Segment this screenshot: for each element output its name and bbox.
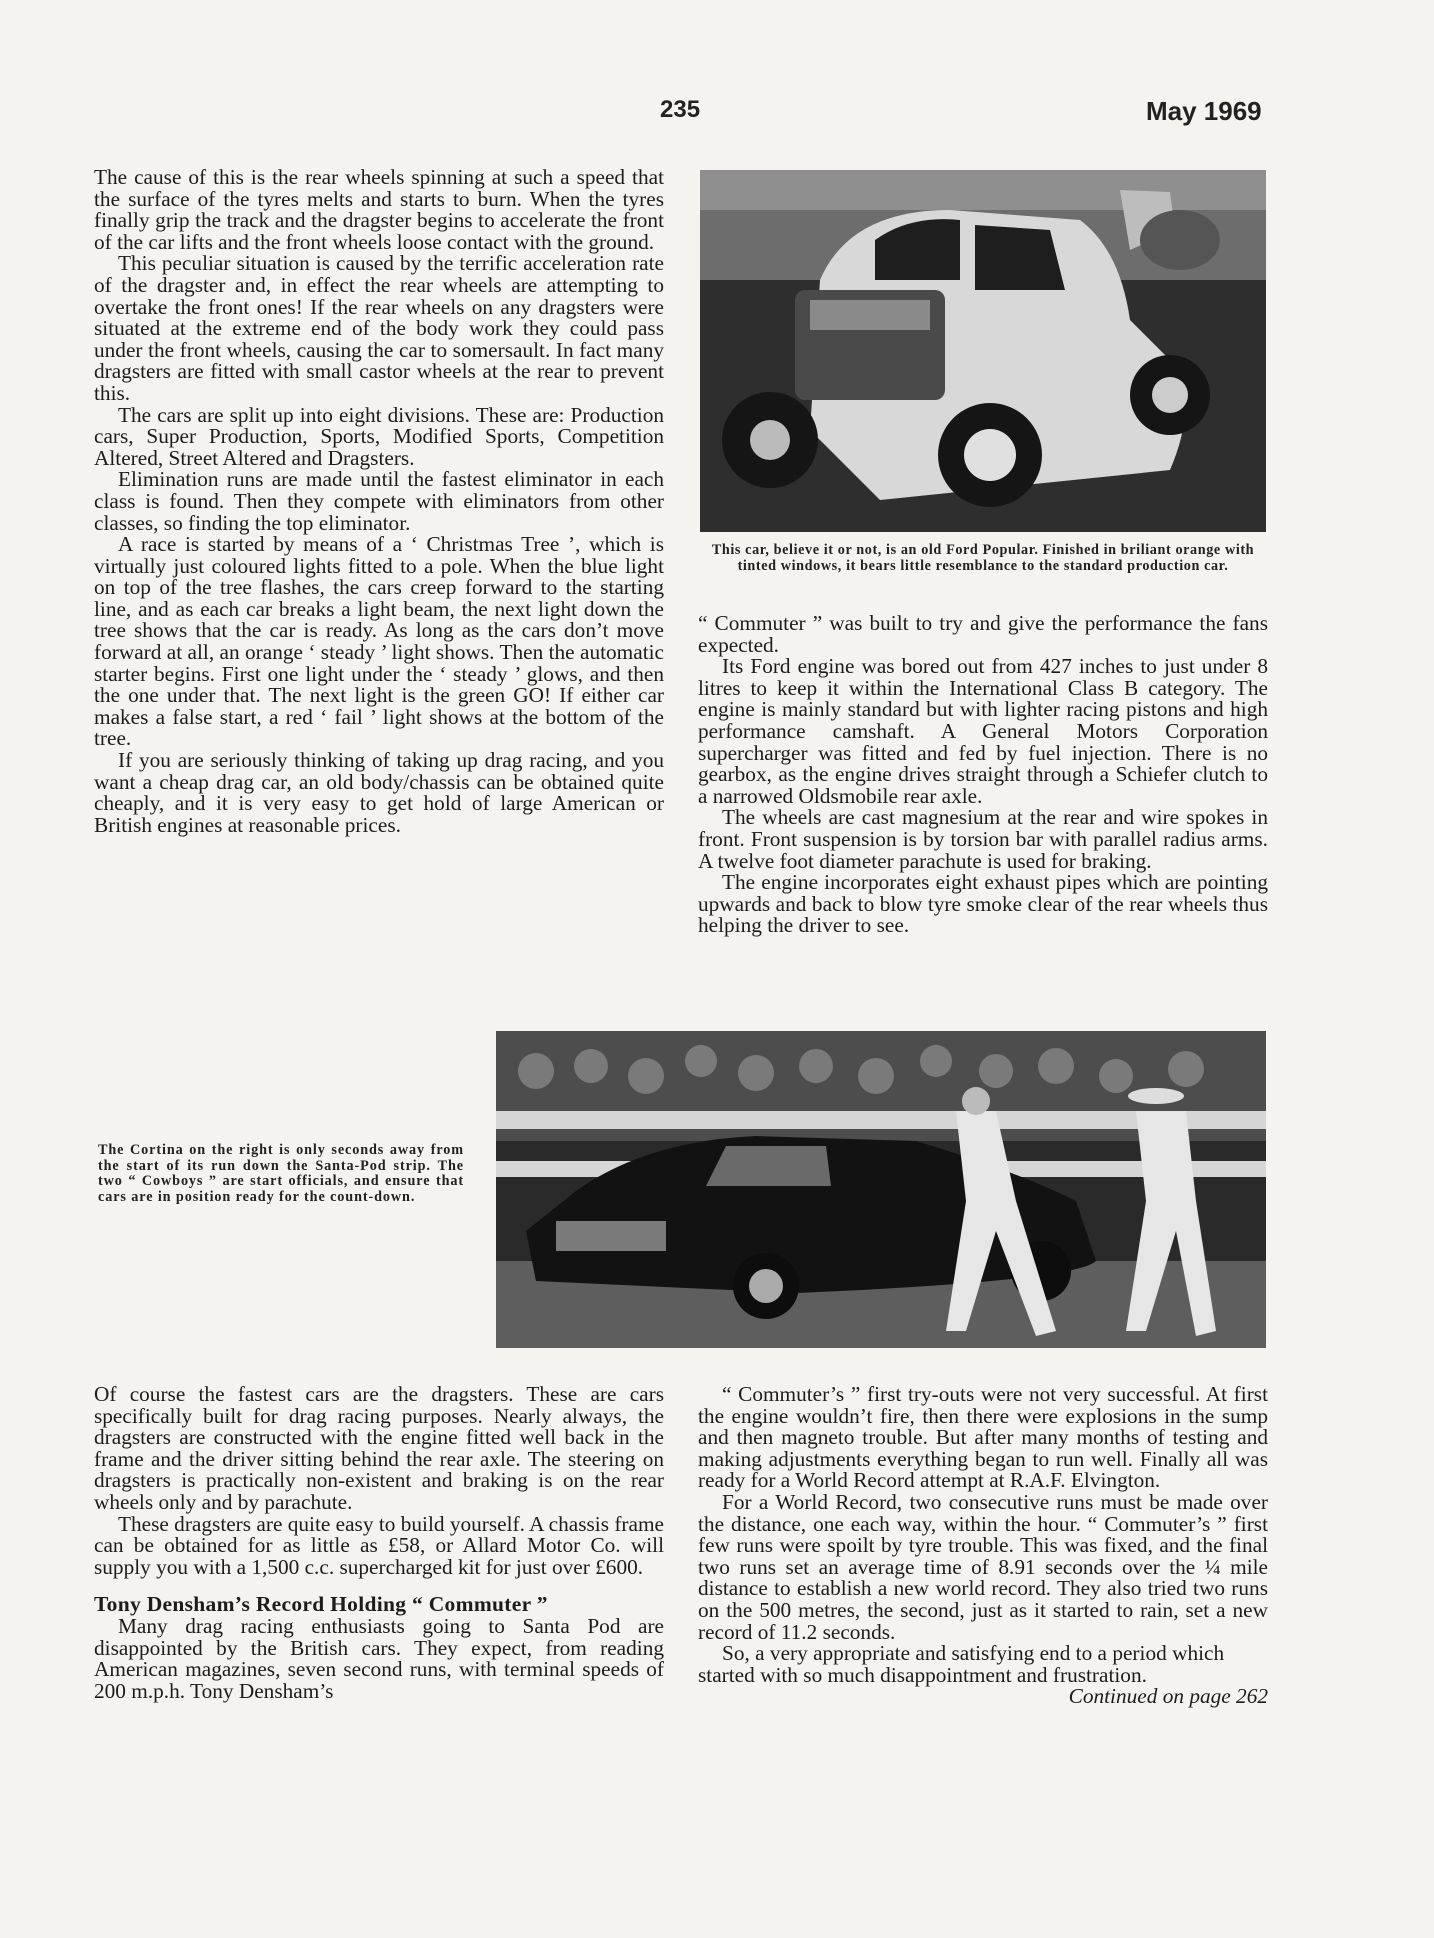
paragraph: A race is started by means of a ‘ Christmas Tree ’, which is virtually just coloured lights fitted to a pole. When the blue light on top of the tree flashes, the cars creep forward to the starting line, and as each car breaks a light beam, the next light down the tree shows that the car is ready. As long as the cars don’t move forward at all, an orange ‘ steady ’ light shows. Then the automatic starter begins. First one light under the ‘ steady ’ glows, and then the one under that. The next light is the green GO! If either car makes a false start, a red ‘ fail ’ light shows at the bottom of the tree. bbox=[94, 532, 664, 751]
paragraph: The wheels are cast magnesium at the rear and wire spokes in front. Front suspension is by torsion bar with parallel radius arms. A twelve foot diameter parachute is used for braking. bbox=[698, 805, 1268, 873]
paragraph: The cars are split up into eight divisions. These are: Production cars, Super Production, Sports, Modified Sports, Competition Altered, Street Altered and Dragsters. bbox=[94, 402, 664, 470]
paragraph bbox=[698, 1641, 1268, 1709]
paragraph: The cause of this is the rear wheels spinning at such a speed that the surface of the tyres melts and starts to burn. When the tyres finally grip the track and the dragster begins to accelerate the front of the car lifts and the front wheels loose contact with the ground. bbox=[94, 165, 664, 254]
top-photo-caption: This car, believe it or not, is an old Ford Popular. Finished in briliant orange with tinted windows, it bears little resemblance to the standard production car. bbox=[711, 542, 1255, 574]
paragraph: Of course the fastest cars are the dragsters. These are cars specifically built for drag racing purposes. Nearly always, the dragsters are constructed with the engine fitted well back in the frame and the driver sitting behind the rear axle. The steering on dragsters is practically non-existent and braking is on the rear wheels only and by parachute. bbox=[94, 1382, 664, 1514]
paragraph: These dragsters are quite easy to build yourself. A chassis frame can be obtained for as little as £58, or Allard Motor Co. will supply you with a 1,500 c.c. supercharged kit for just over £600. bbox=[94, 1511, 664, 1579]
continued-link[interactable]: Continued on page 262 bbox=[1068, 1684, 1268, 1709]
left-column-top bbox=[94, 167, 664, 836]
paragraph: If you are seriously thinking of taking up drag racing, and you want a cheap drag car, an old body/chassis can be obtained quite cheaply, and it is very easy to get hold of large American or British engines at reasonable prices. bbox=[94, 748, 664, 837]
right-column-top bbox=[698, 613, 1268, 937]
left-column-bottom bbox=[94, 1384, 664, 1702]
paragraph: Elimination runs are made until the fastest eliminator in each class is found. Then they compete with eliminators from other classes, so finding the top eliminator. bbox=[94, 467, 664, 535]
page-number: 235 bbox=[660, 96, 701, 123]
issue-date: May 1969 bbox=[1146, 96, 1262, 126]
ford-popular-photo bbox=[700, 170, 1266, 532]
paragraph: “ Commuter ” was built to try and give the performance the fans expected. bbox=[698, 611, 1268, 657]
section-heading: Tony Densham’s Record Holding “ Commuter ” bbox=[94, 1592, 548, 1617]
paragraph: Its Ford engine was bored out from 427 inches to just under 8 litres to keep it within the International Class B category. The engine is mainly standard but with lighter racing pistons and high performance camshaft. A General Motors Corporation supercharger was fitted and fed by fuel injection. There is no gearbox, as the engine drives straight through a Schiefer clutch to a narrowed Oldsmobile rear axle. bbox=[698, 654, 1268, 808]
paragraph: “ Commuter’s ” first try-outs were not very successful. At first the engine wouldn’t fire, then there were explosions in the sump and then magneto trouble. But after many months of testing and making adjustments everything began to run well. Finally all was ready for a World Record attempt at R.A.F. Elvington. bbox=[698, 1382, 1268, 1493]
paragraph: This peculiar situation is caused by the terrific acceleration rate of the dragster and, in effect the rear wheels are attempting to overtake the front ones! If the rear wheels on any dragsters were situated at the extreme end of the body work they could pass under the front wheels, causing the car to somersault. In fact many dragsters are fitted with small castor wheels at the rear to prevent this. bbox=[94, 251, 664, 405]
closing-text: So, a very appropriate and satisfying end to a period which started with so much disappointment and frustration. bbox=[698, 1641, 1225, 1687]
paragraph: Many drag racing enthusiasts going to Santa Pod are disappointed by the British cars. They expect, from reading American magazines, seven second runs, with terminal speeds of 200 m.p.h. Tony Densham’s bbox=[94, 1613, 664, 1703]
paragraph: The engine incorporates eight exhaust pipes which are pointing upwards and back to blow tyre smoke clear of the rear wheels thus helping the driver to see. bbox=[698, 870, 1268, 938]
right-column-bottom bbox=[698, 1384, 1268, 1708]
cortina-photo bbox=[496, 1031, 1266, 1348]
middle-photo-caption: The Cortina on the right is only seconds away from the start of its run down the Santa-Pod strip. The two “ Cowboys ” are start officials, and ensure that cars are in position ready for the count-down. bbox=[98, 1142, 464, 1205]
paragraph: For a World Record, two consecutive runs must be made over the distance, one each way, within the hour. “ Commuter’s ” first few runs were spoilt by tyre trouble. This was fixed, and the final two runs set an average time of 8.91 seconds over the ¼ mile distance to establish a new world record. They also tried two runs on the 500 metres, the second, just as it started to rain, set a new record of 11.2 seconds. bbox=[698, 1489, 1268, 1644]
